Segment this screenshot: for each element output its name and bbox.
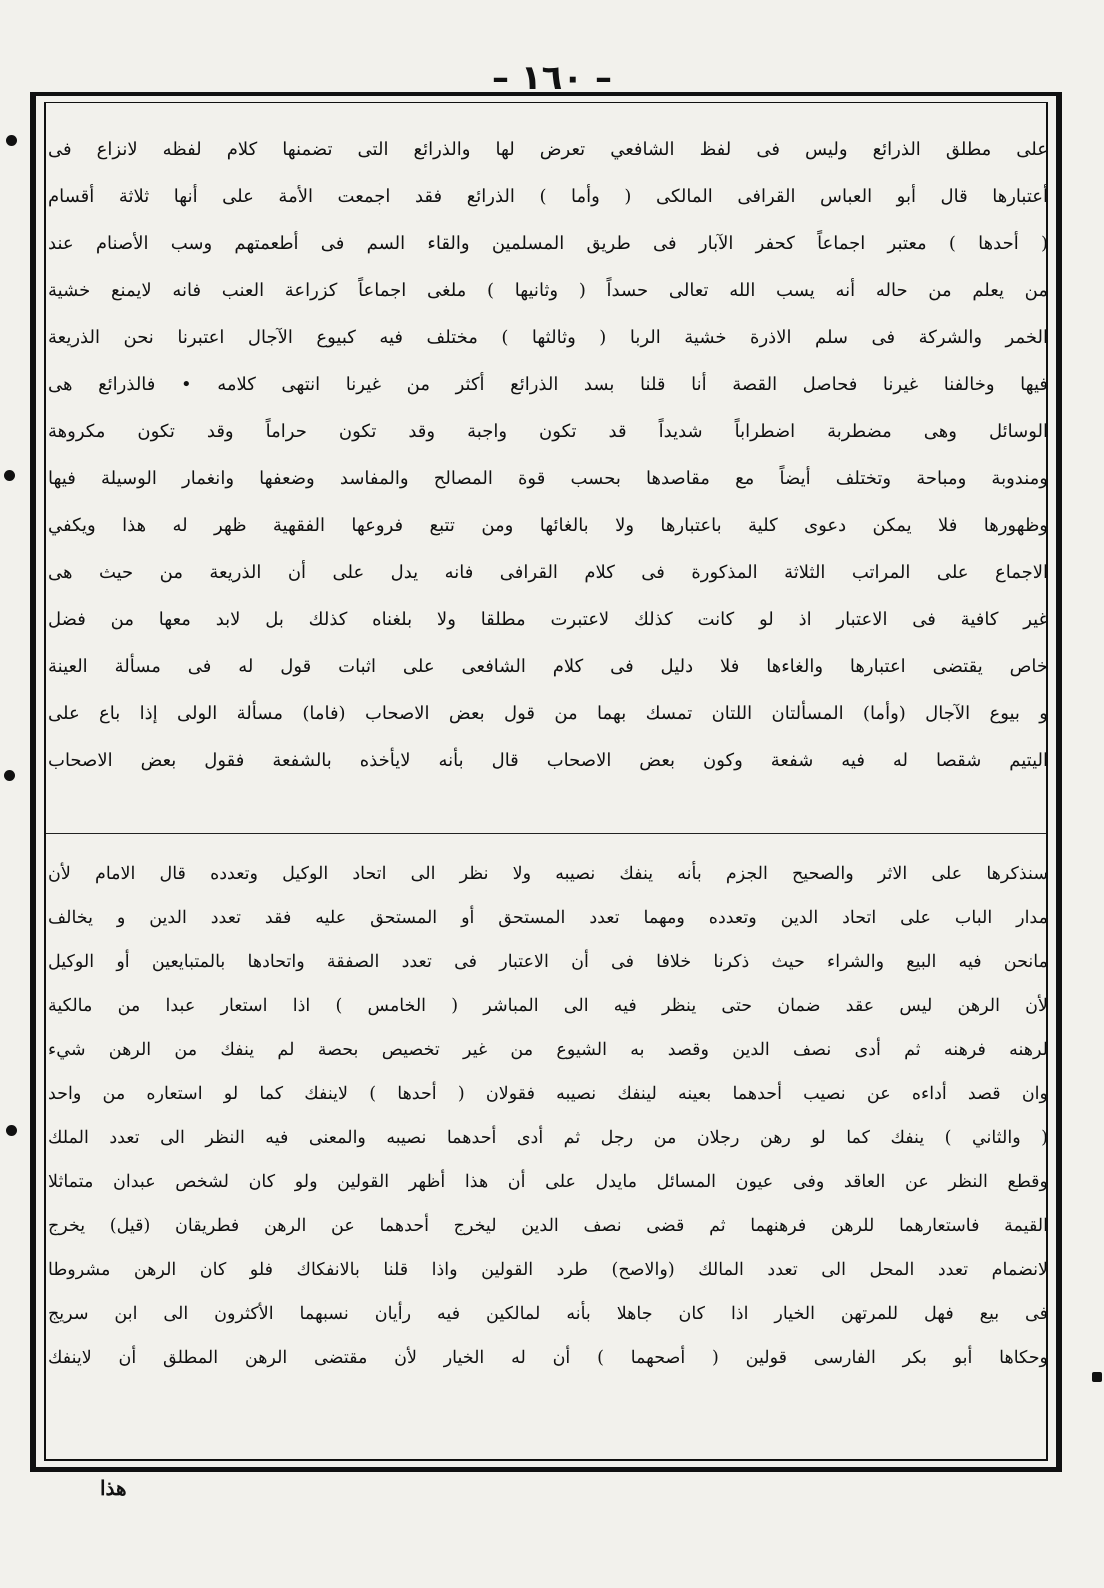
main-text-line: فيها وخالفنا غيرنا فحاصل القصة أنا قلنا بسد الذرائع أكثر من غيرنا انتهى كلامه • فالذرائع هى (48, 374, 1048, 395)
footnote-divider (46, 833, 1046, 834)
main-text-line: الاجماع على المراتب الثلاثة المذكورة فى كلام القرافى فانه يدل على أن الذريعة من حيث هى (48, 562, 1048, 583)
main-text-line: أعتبارها قال أبو العباس القرافى المالكى ( وأما ) الذرائع فقد اجمعت الأمة على أنها ثلاثة أقسام (48, 186, 1048, 207)
margin-mark-2 (4, 470, 15, 481)
page-number: – ١٦٠ – (492, 58, 612, 98)
footnote-text-line: ( والثاني ) ينفك كما لو رهن رجلان من رجل ثم أدى أحدهما نصيبه والمعنى فيه النظر الى تعدد الملك (48, 1128, 1048, 1148)
main-text-line: خاص يقتضى اعتبارها والغاءها فلا دليل فى كلام الشافعى على اثبات قول له فى مسألة العينة (48, 656, 1048, 677)
main-text-line: الخمر والشركة فى سلم الاذرة خشية الربا ( وثالثها ) مختلف فيه كبيوع الآجال اعتبرنا نحن الذريعة (48, 327, 1048, 348)
footnote-text-line: لانضمام تعدد المحل الى تعدد المالك (والاصح) طرد القولين واذا قلنا بالانفكاك فلو كان الرهن مشروطا (48, 1260, 1048, 1280)
footnote-text-line: لرهنه فرهنه ثم أدى نصف الدين وقصد به الشيوع من غير تخصيص بحصة لم ينفك من الرهن شيء (48, 1040, 1048, 1060)
footnote-text-block (48, 852, 1048, 1380)
catchword: هذا (100, 1476, 127, 1500)
footnote-text-line: لأن الرهن ليس عقد ضمان حتى ينظر فيه الى المباشر ( الخامس ) اذا استعار عبدا من مالكية (48, 996, 1048, 1016)
footnote-text-line: سنذكرها على الاثر والصحيح الجزم بأنه ينفك نصيبه ولا نظر الى اتحاد الوكيل وتعدده قال الامام لأن (48, 864, 1048, 884)
main-text-line: ومندوبة ومباحة وتختلف أيضاً مع مقاصدها بحسب قوة المصالح والمفاسد وضعفها وانغمار الوسيلة فيها (48, 468, 1048, 489)
main-text-line: ( أحدها ) معتبر اجماعاً كحفر الآبار فى طريق المسلمين والقاء السم فى أطعمتهم وسب الأصنام عند (48, 233, 1048, 254)
main-text-line: وظهورها فلا يمكن دعوى كلية باعتبارها ولا بالغائها ومن تتبع فروعها الفقهية ظهر له هذا ويكفي (48, 515, 1048, 536)
footnote-text-line: وحكاها أبو بكر الفارسى قولين ( أصحهما ) أن له الخيار لأن مقتضى الرهن المطلق أن لاينفك (48, 1348, 1048, 1368)
main-text-line: غير كافية فى الاعتبار اذ لو كانت كذلك لاعتبرت مطلقا ولا بلغناه كذلك بل لابد معها من فضل (48, 609, 1048, 630)
footnote-text-line: مانحن فيه البيع والشراء حيث ذكرنا خلافا فى أن الاعتبار فى تعدد الصفقة واتحادها بالمتبايعين أو الوكيل (48, 952, 1048, 972)
footnote-text-line: وقطع النظر عن العاقد وفى عيون المسائل مايدل على أن هذا أظهر القولين ولو كان لشخص عبدان متماثلا (48, 1172, 1048, 1192)
main-text-line: على مطلق الذرائع وليس فى لفظ الشافعي تعرض لها والذرائع التى تضمنها كلام لفظه لانزاع فى (48, 139, 1048, 160)
margin-mark-5 (1092, 1372, 1102, 1382)
footnote-text-line: مدار الباب على اتحاد الدين وتعدده ومهما تعدد المستحق أو المستحق عليه فقد تعدد الدين و يخالف (48, 908, 1048, 928)
margin-mark-3 (4, 770, 15, 781)
footnote-text-line: القيمة فاستعارهما للرهن فرهنهما ثم قضى نصف الدين ليخرج أحدهما عن الرهن فطريقان (قيل) يخرج (48, 1216, 1048, 1236)
main-text-line: من يعلم من حاله أنه يسب الله تعالى حسداً ( وثانيها ) ملغى اجماعاً كزراعة العنب فانه لايمنع خشية (48, 280, 1048, 301)
main-text-line: و بيوع الآجال (وأما) المسألتان اللتان تمسك بهما من قول بعض الاصحاب (فاما) مسألة الولى إذا باع على (48, 703, 1048, 724)
footnote-text-line: وان قصد أداءه عن نصيب أحدهما بعينه لينفك نصيبه فقولان ( أحدها ) لاينفك كما لو استعاره من واحد (48, 1084, 1048, 1104)
main-text-block (48, 126, 1048, 784)
margin-mark-1 (6, 135, 17, 146)
main-text-line: اليتيم شقصا له فيه شفعة وكون بعض الاصحاب قال بأنه لايأخذه بالشفعة فقول بعض الاصحاب (48, 750, 1048, 771)
footnote-text-line: فى بيع فهل للمرتهن الخيار اذا كان جاهلا بأنه لمالكين فيه رأيان نسبهما الأكثرون الى ابن سريج (48, 1304, 1048, 1324)
main-text-line: الوسائل وهى مضطربة اضطراباً شديداً قد تكون واجبة وقد تكون حراماً وقد تكون مكروهة (48, 421, 1048, 442)
margin-mark-4 (6, 1125, 17, 1136)
